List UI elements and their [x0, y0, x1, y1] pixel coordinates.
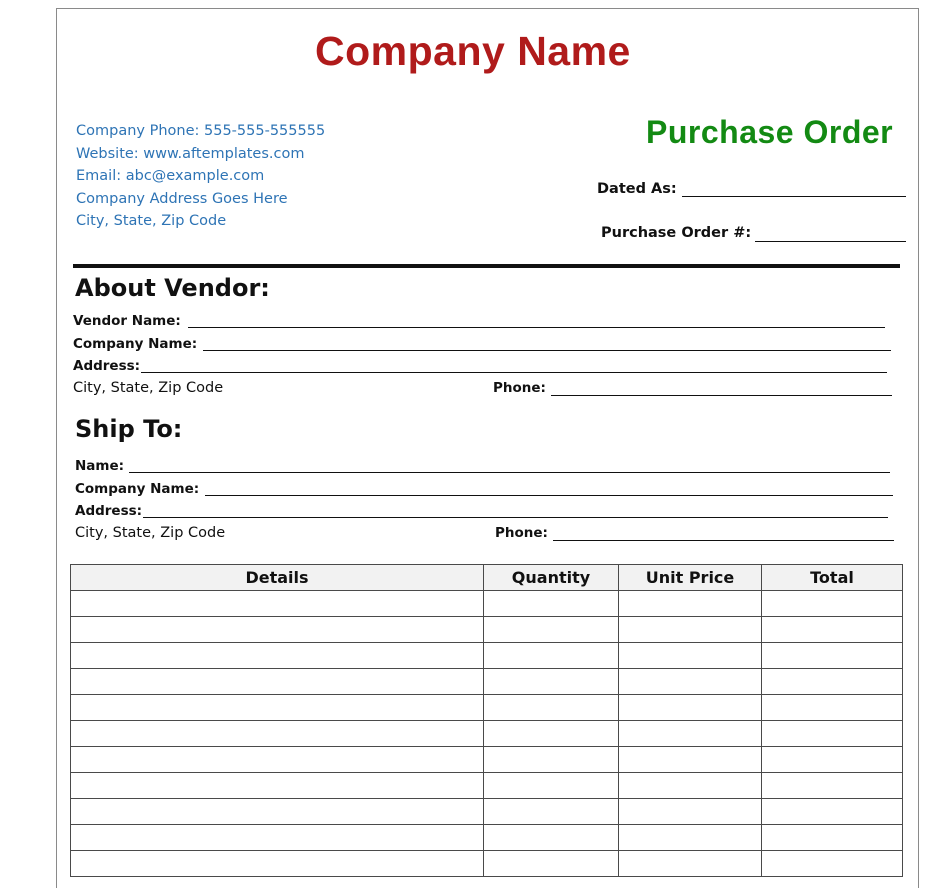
- table-row: [71, 617, 903, 643]
- quantity-cell[interactable]: [484, 669, 619, 695]
- table-row: [71, 773, 903, 799]
- po-number-field[interactable]: [755, 241, 906, 242]
- details-cell[interactable]: [71, 721, 484, 747]
- company-city-state-zip: City, State, Zip Code: [76, 213, 227, 229]
- quantity-cell[interactable]: [484, 825, 619, 851]
- column-header-unit-price: Unit Price: [619, 565, 762, 591]
- quantity-cell[interactable]: [484, 773, 619, 799]
- ship-city-label: City, State, Zip Code: [75, 525, 226, 541]
- total-cell[interactable]: [762, 825, 903, 851]
- document-title: Purchase Order: [646, 114, 894, 150]
- vendor-name-label: Vendor Name:: [73, 313, 181, 329]
- details-cell[interactable]: [71, 747, 484, 773]
- unit-price-cell[interactable]: [619, 643, 762, 669]
- table-header-row: [71, 565, 903, 591]
- ship-name-field[interactable]: [129, 472, 890, 473]
- dated-as-field[interactable]: [682, 196, 906, 197]
- ship-address-field[interactable]: [143, 517, 888, 518]
- details-cell[interactable]: [71, 669, 484, 695]
- details-cell[interactable]: [71, 825, 484, 851]
- details-cell[interactable]: [71, 591, 484, 617]
- total-cell[interactable]: [762, 721, 903, 747]
- table-row: [71, 643, 903, 669]
- quantity-cell[interactable]: [484, 617, 619, 643]
- ship-name-label: Name:: [75, 458, 125, 474]
- total-cell[interactable]: [762, 695, 903, 721]
- unit-price-cell[interactable]: [619, 799, 762, 825]
- total-cell[interactable]: [762, 669, 903, 695]
- details-cell[interactable]: [71, 773, 484, 799]
- details-cell[interactable]: [71, 695, 484, 721]
- po-number-label: Purchase Order #:: [601, 225, 752, 241]
- total-cell[interactable]: [762, 773, 903, 799]
- table-row: [71, 695, 903, 721]
- company-address: Company Address Goes Here: [76, 191, 288, 207]
- unit-price-cell[interactable]: [619, 669, 762, 695]
- total-cell[interactable]: [762, 851, 903, 877]
- vendor-address-field[interactable]: [141, 372, 887, 373]
- table-row: [71, 669, 903, 695]
- ship-phone-field[interactable]: [553, 540, 894, 541]
- details-cell[interactable]: [71, 799, 484, 825]
- vendor-name-field[interactable]: [188, 327, 885, 328]
- table-row: [71, 747, 903, 773]
- unit-price-cell[interactable]: [619, 695, 762, 721]
- quantity-cell[interactable]: [484, 591, 619, 617]
- ship-company-field[interactable]: [205, 495, 893, 496]
- vendor-phone-field[interactable]: [551, 395, 892, 396]
- table-row: [71, 825, 903, 851]
- vendor-address-label: Address:: [73, 358, 141, 374]
- unit-price-cell[interactable]: [619, 747, 762, 773]
- vendor-phone-label: Phone:: [493, 380, 546, 396]
- column-header-total: Total: [762, 565, 903, 591]
- ship-phone-label: Phone:: [495, 525, 548, 541]
- items-table: [70, 564, 903, 877]
- total-cell[interactable]: [762, 643, 903, 669]
- vendor-company-field[interactable]: [203, 350, 891, 351]
- details-cell[interactable]: [71, 851, 484, 877]
- quantity-cell[interactable]: [484, 695, 619, 721]
- unit-price-cell[interactable]: [619, 825, 762, 851]
- total-cell[interactable]: [762, 617, 903, 643]
- dated-as-label: Dated As:: [597, 181, 677, 197]
- company-phone: Company Phone: 555-555-555555: [76, 123, 326, 139]
- ship-address-label: Address:: [75, 503, 143, 519]
- company-name: Company Name: [315, 28, 631, 74]
- ship-to-heading: Ship To:: [75, 415, 183, 443]
- unit-price-cell[interactable]: [619, 773, 762, 799]
- items-table-body: [71, 591, 903, 877]
- quantity-cell[interactable]: [484, 721, 619, 747]
- column-header-details: Details: [71, 565, 484, 591]
- quantity-cell[interactable]: [484, 799, 619, 825]
- total-cell[interactable]: [762, 591, 903, 617]
- table-row: [71, 851, 903, 877]
- quantity-cell[interactable]: [484, 747, 619, 773]
- quantity-cell[interactable]: [484, 643, 619, 669]
- table-row: [71, 721, 903, 747]
- total-cell[interactable]: [762, 799, 903, 825]
- unit-price-cell[interactable]: [619, 591, 762, 617]
- unit-price-cell[interactable]: [619, 617, 762, 643]
- company-email: Email: abc@example.com: [76, 168, 265, 184]
- about-vendor-heading: About Vendor:: [75, 274, 270, 302]
- company-website: Website: www.aftemplates.com: [76, 146, 305, 162]
- table-row: [71, 799, 903, 825]
- details-cell[interactable]: [71, 617, 484, 643]
- section-divider: [73, 264, 900, 268]
- unit-price-cell[interactable]: [619, 851, 762, 877]
- vendor-company-label: Company Name:: [73, 336, 198, 352]
- unit-price-cell[interactable]: [619, 721, 762, 747]
- column-header-quantity: Quantity: [484, 565, 619, 591]
- quantity-cell[interactable]: [484, 851, 619, 877]
- table-row: [71, 591, 903, 617]
- ship-company-label: Company Name:: [75, 481, 200, 497]
- details-cell[interactable]: [71, 643, 484, 669]
- vendor-city-label: City, State, Zip Code: [73, 380, 224, 396]
- total-cell[interactable]: [762, 747, 903, 773]
